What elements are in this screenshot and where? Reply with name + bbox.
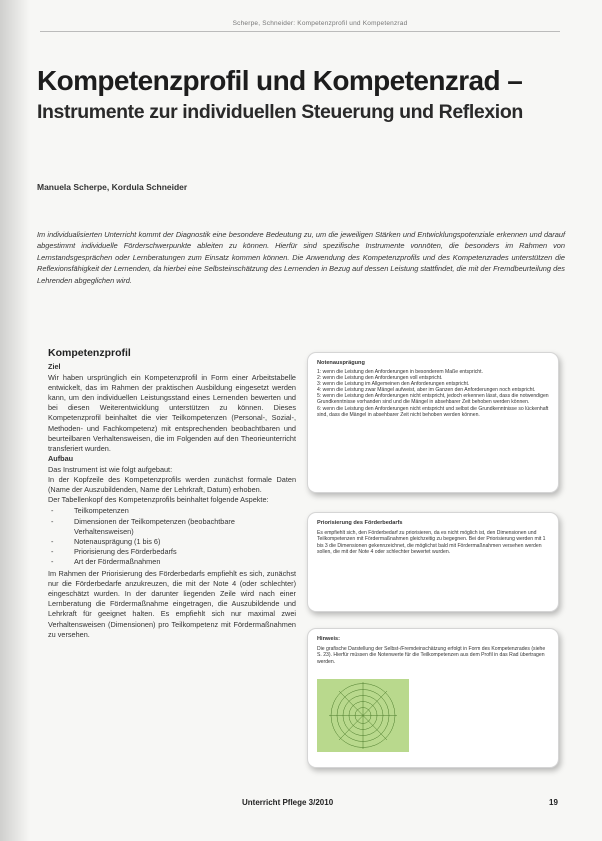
box-title: Hinweis: (317, 636, 341, 642)
running-header: Scherpe, Schneider: Kompetenzprofil und Kompetenzrad (232, 20, 408, 27)
kompetenzrad-thumbnail (317, 679, 409, 752)
list-item: - Notenausprägung (1 bis 6) (48, 537, 296, 547)
aufbau-paragraph-2: In der Kopfzeile des Kompetenzprofils werden zunächst formale Daten (Name der Auszubildenden, Name der Lehrkraft, Datum) erhoben. (48, 474, 296, 495)
grade-item: 2: wenn die Leistung den Anforderungen voll entspricht. (317, 375, 443, 382)
aufbau-label: Aufbau (48, 454, 74, 464)
list-item: - Art der Fördermaßnahmen (48, 557, 296, 567)
left-column (48, 347, 296, 640)
grade-list (317, 369, 549, 418)
after-list-paragraph: Im Rahmen der Priorisierung des Förderbedarfs empfiehlt es sich, zunächst nur die Förderbedarfe anzukreuzen, die mit der Note 4 (oder schlechter) eingeschätzt wurden. In der darunter liegenden Zeile wird nach einer Lernberatung die Fördermaßnahme eingetragen, die Auszubildende und Lehrkraft für geeignet halten. Es empfiehlt sich nur maximal zwei Verhaltensweisen (Dimensionen) pro Teilkompetenz mit Fördermaßnahmen zu versehen. (48, 568, 296, 639)
abstract: Im individualisierten Unterricht kommt der Diagnostik eine besondere Bedeutung zu, um die jeweiligen Stärken und Entwicklungspotenziale erkennen und darauf abgestimmt individuelle Förderschwerpunkte ableiten zu können. Hierfür sind spezifische Instrumente vonnöten, die besonders im Rahmen von Lernstandsgesprächen oder Lernberatungen zum Einsatz kommen können. Die Anwendung des Kompetenzprofils und des Kompetenzrades unterstützen die Reflexionsfähigkeit der Lernenden, da hierbei eine Selbsteinschätzung des Lernenden in Bezug auf dessen Leistung stattfindet, die mit der Fremdbeurteilung des Lehrenden abgeglichen wird. (37, 230, 565, 285)
footer-publication: Unterricht Pflege 3/2010 (242, 798, 334, 807)
grade-item: 5: wenn die Leistung den Anforderungen nicht entspricht, jedoch erkennen lässt, dass die notwendigen Grundkenntnisse vorhanden sind und die Mängel in absehbarer Zeit behoben werden können. (317, 393, 549, 406)
aufbau-paragraph-1: Das Instrument ist wie folgt aufgebaut: (48, 464, 173, 474)
authors: Manuela Scherpe, Kordula Schneider (37, 182, 188, 192)
list-item: - Teilkompetenzen (48, 506, 296, 516)
page-shadow (0, 0, 30, 841)
aspect-list (48, 506, 296, 567)
grade-item: 4: wenn die Leistung zwar Mängel aufweist, aber im Ganzen den Anforderungen noch entspricht. (317, 387, 536, 394)
aufbau-paragraph-3: Der Tabellenkopf des Kompetenzprofils beinhaltet folgende Aspekte: (48, 495, 269, 505)
notenauspraegung-box (307, 352, 559, 493)
section-heading: Kompetenzprofil (48, 347, 131, 359)
box-title: Priorisierung des Förderbedarfs (317, 520, 403, 526)
grade-item: 3: wenn die Leistung im Allgemeinen den Anforderungen entspricht. (317, 381, 470, 388)
list-item: - Dimensionen der Teilkompetenzen (beobachtbare Verhaltensweisen) (48, 517, 296, 537)
page-number: 19 (549, 798, 558, 807)
article-title: Kompetenzprofil und Kompetenzrad – (37, 65, 523, 96)
article-subtitle: Instrumente zur individuellen Steuerung und Reflexion (37, 101, 523, 123)
ziel-label: Ziel (48, 362, 61, 371)
grade-item: 1: wenn die Leistung den Anforderungen in besonderem Maße entspricht. (317, 369, 483, 375)
box-title: Notenausprägung (317, 360, 365, 366)
box-text: Die grafische Darstellung der Selbst-/Fremdeinschätzung erfolgt in Form des Kompetenzrades (siehe S. 23). Hierfür müssen die Notenwerte für die Teilkompetenzen aus dem Profil in das Rad übertragen werden. (317, 646, 546, 665)
ziel-paragraph: Wir haben ursprünglich ein Kompetenzprofil in Form einer Arbeitstabelle entwickelt, das im Rahmen der praktischen Ausbildung eingesetzt werden kann, um den individuellen Leistungsstand eines Lernenden bewerten und bei diesen Weiterentwicklung unterstützen zu können. Dieses Kompetenzprofil beinhaltet die vier Teilkompetenzen (Personal-, Sozial-, Methoden- und Fachkompetenz) mit entsprechenden beobachtbaren und beurteilbaren Verhaltensweisen, die im Folgenden auf den Theorieunterricht transferiert wurden. (48, 372, 296, 453)
grade-item: 6: wenn die Leistung den Anforderungen nicht entspricht und selbst die Grundkenntnisse so lückenhaft sind, dass die Mängel in absehbarer Zeit nicht behoben werden können. (317, 405, 549, 418)
list-item: - Priorisierung des Förderbedarfs (48, 547, 296, 557)
hinweis-box (307, 628, 559, 768)
box-text: Es empfiehlt sich, den Förderbedarf zu priorisieren, da es nicht möglich ist, den Dimensionen und Teilkompetenzen mit Fördermaßnahmen gleichzeitig zu begegnen. Bei der Priorisierung werden mit 1 bis 3 die Dimensionen gekennzeichnet, die möglichst bald mit Fördermaßnahmen versehen werden sollen, die mit der Note 4 oder schlechter bewertet wurden. (317, 530, 546, 556)
header-rule (40, 31, 560, 32)
priorisierung-box (307, 512, 559, 612)
